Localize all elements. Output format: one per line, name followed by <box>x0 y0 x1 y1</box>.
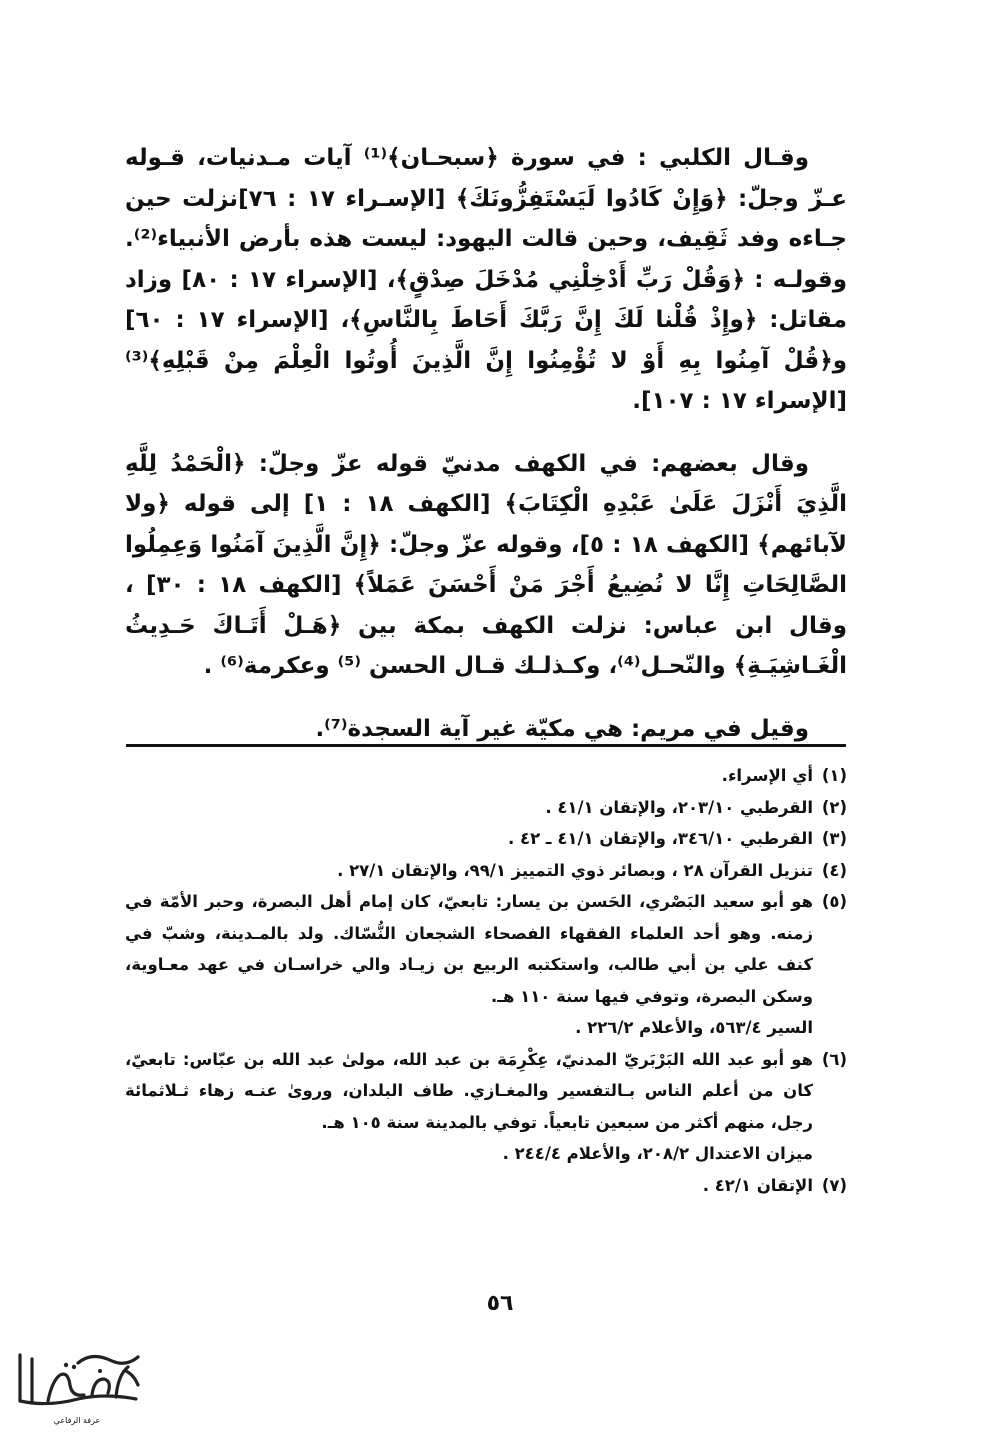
footnote <box>125 1170 847 1202</box>
footnote-number: (٣) <box>821 829 847 848</box>
footnote <box>125 823 847 855</box>
footnote-text: القرطبي ٣٤٦/١٠، والإتقان ٤١/١ ـ ٤٢ . <box>508 829 813 848</box>
logo-caption: عرفة الرفاعي <box>53 1416 101 1425</box>
footnote-reference: السير ٥٦٣/٤، والأعلام ٢٢٦/٢ . <box>575 1018 813 1037</box>
paragraph-maryam: وقيل في مريم: هي مكيّة غير آية السجدة⁽⁷⁾. <box>315 715 809 742</box>
footnote-text: هو أبو عبد الله البَرْبَريّ المدنيّ، عِكْرِمَة بن عبد الله، مولىٰ عبد الله بن عبّاس: تابعيّ، كان من أعلم الناس بـالتفسير والمغـازي. طاف البلدان، وروىٰ عنـه زهاء ثـلاثمائة رجل، منهم أكثر من سبعين تابعياً. توفي بالمدينة سنة ١٠٥ هـ. <box>125 1049 813 1132</box>
footnote-separator <box>126 744 846 747</box>
footnote-text: أي الإسراء. <box>721 766 813 785</box>
footnote <box>125 1044 847 1139</box>
footnotes <box>125 760 847 1201</box>
footnote-number: (٤) <box>821 860 847 880</box>
footnote <box>125 855 847 887</box>
footnote-number: (٢) <box>821 797 847 817</box>
paragraph-kahf: وقال بعضهم: في الكهف مدنيّ قوله عزّ وجلّ: ﴿الْحَمْدُ لِلَّهِ الَّذِيَ أَنْزَلَ عَلَىٰ عَبْدِهِ الْكِتَابَ﴾ [الكهف ١٨ : ١] إلى قوله ﴿ولا لآبائهم﴾ [الكهف ١٨ : ٥]، وقوله عزّ وجلّ: ﴿إِنَّ الَّذِينَ آمَنُوا وَعِمِلُوا الصَّالِحَاتِ إِنَّا لا نُضِيعُ أَجْرَ مَنْ أَحْسَنَ عَمَلاً﴾ [الكهف ١٨ : ٣٠] ، وقال ابن عباس: نزلت الكهف بمكة بين ﴿هَـلْ أَتَـاكَ حَـدِيثُ الْغَـاشِيَـةِ﴾ والنّحـل⁽⁴⁾، وكـذلـك قـال الحسن ⁽⁵⁾ وعكرمة⁽⁶⁾ . <box>125 450 847 679</box>
footnote <box>125 886 847 1012</box>
footnote-number: (٥) <box>821 892 847 911</box>
footnote-reference: ميزان الاعتدال ٢٠٨/٢، والأعلام ٢٤٤/٤ . <box>502 1144 813 1163</box>
page-number: ٥٦ <box>486 1291 514 1316</box>
calligraphy-logo <box>8 1345 148 1425</box>
footnote-text: الإتقان ٤٢/١ . <box>702 1175 813 1195</box>
footnote-text: هو أبو سعيد البَصْري، الحَسن بن يسار: تابعيّ، كان إمام أهل البصرة، وحبر الأمّة في زمنه. وهو أحد العلماء الفقهاء الفصحاء الشجعان النُّسّاك. ولد بالمـدينة، وشبّ في كنف علي بن أبي طالب، واستكتبه الربيع بن زيـاد والي خراسـان في عهد معـاوية، وسكن البصرة، وتوفي فيها سنة ١١٠ هـ. <box>125 892 813 1006</box>
footnote <box>125 792 847 824</box>
paragraph-kalbi: وقـال الكلبي : في سورة ﴿سبحـان﴾⁽¹⁾ آيات مـدنيات، قـوله عـزّ وجلّ: ﴿وَإِنْ كَادُوا لَيَسْتَفِزُّونَكَ﴾ [الإسـراء ١٧ : ٧٦]نزلت حين جـاءه وفد ثَقِيف، وحين قالت اليهود: ليست هذه بأرض الأنبياء⁽²⁾. وقولـه : ﴿وَقُلْ رَبِّ أَدْخِلْنِي مُدْخَلَ صِدْقٍ﴾، [الإسراء ١٧ : ٨٠] وزاد مقاتل: ﴿وإِذْ قُلْنا لَكَ إِنَّ رَبَّكَ أَحَاطَ بِالنَّاسِ﴾، [الإسراء ١٧ : ٦٠] و﴿قُلْ آمِنُوا بِهِ أَوْ لا تُؤْمِنُوا إِنَّ الَّذِينَ أُوتُوا الْعِلْمَ مِنْ قَبْلِهِ﴾⁽³⁾ [الإسراء ١٧ : ١٠٧]. <box>125 145 848 414</box>
footnote-text: تنزيل القرآن ٢٨ ، وبصائر ذوي التمييز ٩٩/١، والإتقان ٢٧/١ . <box>337 860 813 880</box>
footnote-number: (٦) <box>821 1049 847 1069</box>
footnote-number: (١) <box>821 766 847 785</box>
calligraphy-logo-mark <box>8 1345 148 1415</box>
footnote <box>125 760 847 792</box>
main-text <box>125 138 847 749</box>
footnote-text: القرطبي ٢٠٣/١٠، والإتقان ٤١/١ . <box>545 797 813 817</box>
footnote-number: (٧) <box>821 1175 847 1195</box>
